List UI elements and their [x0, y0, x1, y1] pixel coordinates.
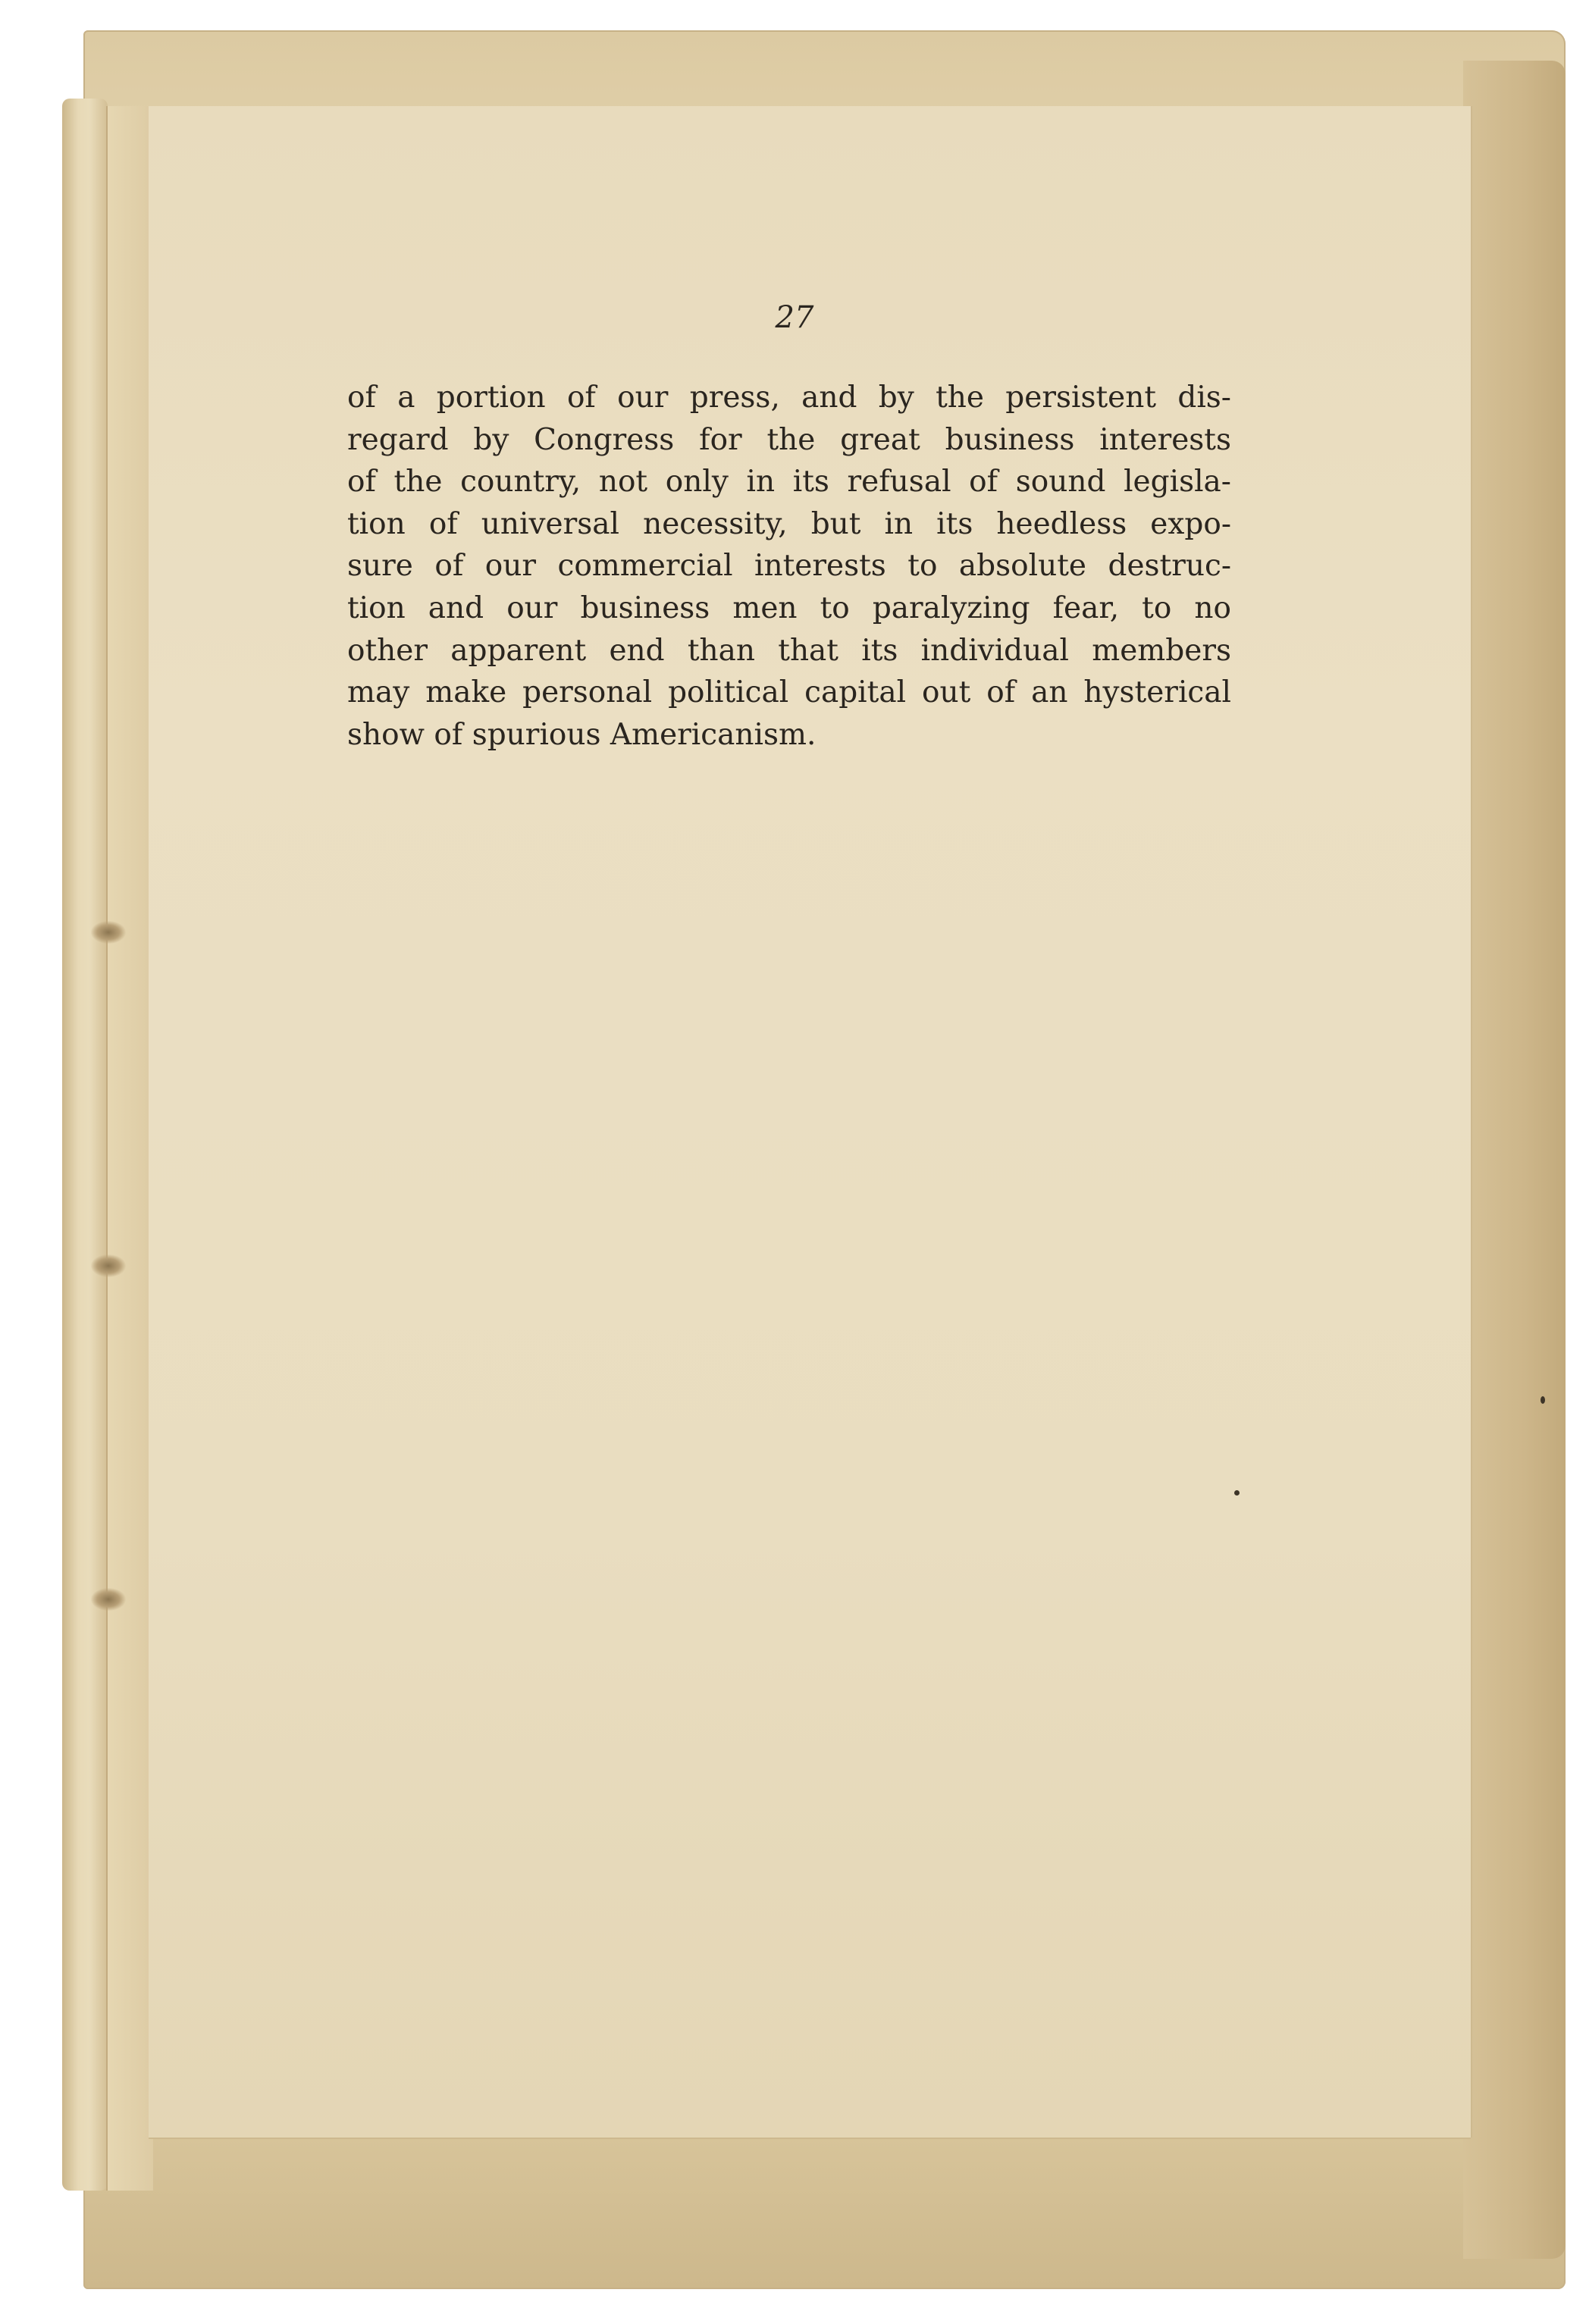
- text-line: show of spurious Americanism.: [347, 717, 817, 752]
- stitch-hole: [91, 921, 126, 944]
- text-line: of the country, not only in its refusal of sound legisla-: [347, 465, 1231, 500]
- paper-speck: [1541, 1396, 1545, 1404]
- text-line: tion of universal necessity, but in its heedless expo-: [347, 506, 1231, 541]
- stitch-hole: [91, 1254, 126, 1277]
- cover-edge: [1463, 61, 1566, 2259]
- body-text: [347, 377, 1231, 756]
- stitch-hole: [91, 1588, 126, 1611]
- text-line: tion and our business men to paralyzing fear, to no: [347, 590, 1231, 625]
- binding-fold: [106, 106, 153, 2191]
- text-line: sure of our commercial interests to absolute destruc-: [347, 549, 1231, 584]
- page-number: 27: [775, 300, 814, 335]
- text-line: of a portion of our press, and by the persistent dis-: [347, 381, 1231, 415]
- text-line: may make personal political capital out of an hysterical: [347, 675, 1231, 710]
- text-line: regard by Congress for the great business interests: [347, 422, 1231, 457]
- paper-speck: [1234, 1490, 1240, 1496]
- text-line: other apparent end than that its individual members: [347, 633, 1231, 668]
- binding-spine: [62, 99, 108, 2191]
